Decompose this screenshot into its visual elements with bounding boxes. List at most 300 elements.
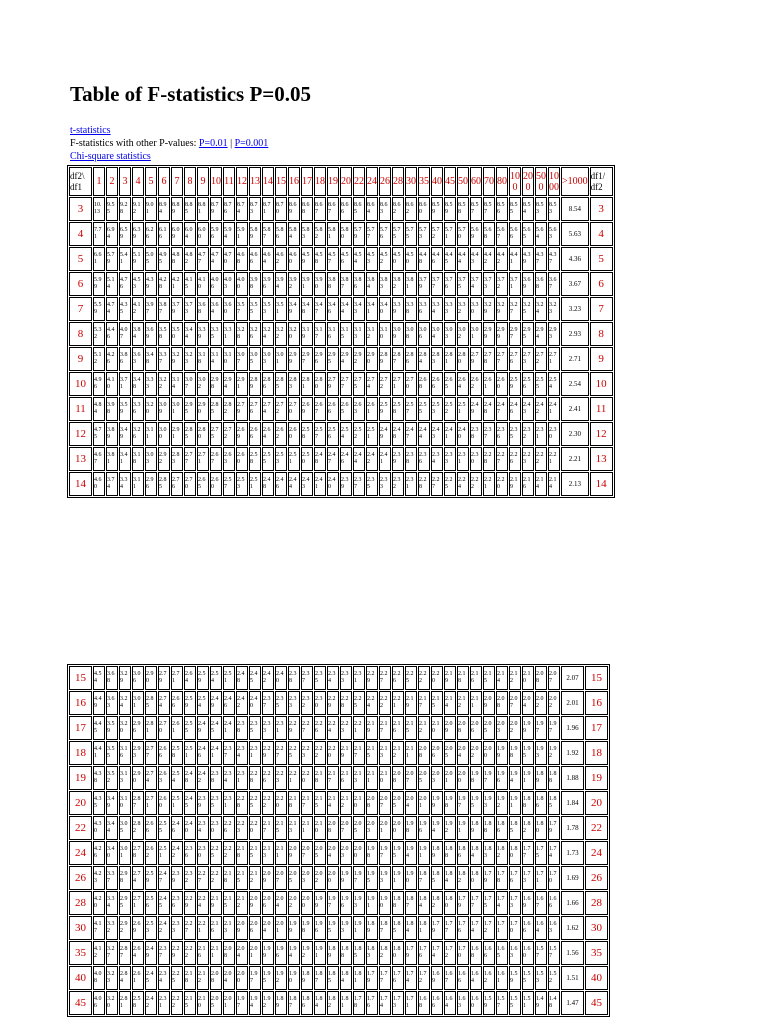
f-value-cell: 1.86 [496, 816, 508, 840]
header-df1-cell: 17 [301, 167, 313, 196]
f-value-cell: 1.79 [405, 941, 417, 965]
f-value-cell: 4.12 [93, 941, 105, 965]
f-value-cell: 1.99 [288, 916, 300, 940]
table-row [69, 272, 613, 296]
f-value-cell: 2.85 [158, 472, 170, 496]
f-value-cell: 2.36 [171, 891, 183, 915]
f-value-cell: 1.94 [249, 991, 261, 1015]
f-value-cell: 1.77 [522, 841, 534, 865]
f-value-cell: 2.66 [158, 741, 170, 765]
f-value-cell: 3.20 [106, 991, 118, 1015]
f-value-cell: 1.56 [561, 941, 584, 965]
f-value-cell: 5.89 [249, 222, 261, 246]
f-value-cell: 3.32 [106, 916, 118, 940]
f-value-cell: 3.33 [145, 372, 157, 396]
f-value-cell: 2.77 [184, 447, 196, 471]
f-value-cell: 2.99 [288, 347, 300, 371]
f-value-cell: 2.27 [496, 447, 508, 471]
f-value-cell: 2.66 [431, 372, 443, 396]
f-value-cell: 3.03 [444, 322, 456, 346]
f-value-cell: 2.00 [301, 891, 313, 915]
f-value-cell: 2.26 [392, 666, 404, 690]
f-value-cell: 2.31 [223, 791, 235, 815]
f-value-cell: 3.68 [106, 666, 118, 690]
table-row [69, 347, 613, 371]
f-value-cell: 1.63 [509, 941, 521, 965]
f-value-cell: 2.04 [522, 691, 534, 715]
f-value-cell: 2.46 [509, 397, 521, 421]
f-value-cell: 2.08 [418, 741, 430, 765]
f-value-cell: 4.74 [106, 297, 118, 321]
f-value-cell: 3.20 [145, 397, 157, 421]
f-value-cell: 2.25 [405, 666, 417, 690]
f-value-cell: 8.55 [509, 197, 521, 221]
f-value-cell: 2.06 [470, 716, 482, 740]
f-value-cell: 2.44 [353, 447, 365, 471]
f-value-cell: 5.99 [93, 272, 105, 296]
f-value-cell: 4.15 [184, 272, 196, 296]
f-value-cell: 2.34 [158, 966, 170, 990]
f-value-cell: 3.03 [262, 347, 274, 371]
f-value-cell: 2.40 [184, 816, 196, 840]
f-value-cell: 3.37 [106, 866, 118, 890]
f-value-cell: 1.83 [483, 841, 495, 865]
row-df2-label-right: 6 [590, 272, 613, 296]
table-row [69, 841, 608, 865]
f-value-cell: 1.97 [236, 991, 248, 1015]
nav-links [70, 124, 268, 163]
f-value-cell: 2.90 [145, 666, 157, 690]
f-value-cell: 3.34 [119, 472, 131, 496]
f-value-cell: 1.79 [483, 866, 495, 890]
f-value-cell: 2.29 [366, 666, 378, 690]
f-value-cell: 5.71 [444, 222, 456, 246]
f-value-cell: 3.89 [106, 422, 118, 446]
f-value-cell: 2.96 [314, 347, 326, 371]
f-value-cell: 2.12 [418, 716, 430, 740]
f-value-cell: 2.96 [145, 472, 157, 496]
f-value-cell: 2.15 [314, 791, 326, 815]
f-value-cell: 2.53 [236, 472, 248, 496]
f-value-cell: 1.97 [379, 841, 391, 865]
f-value-cell: 1.66 [483, 941, 495, 965]
f-value-cell: 2.55 [535, 372, 547, 396]
f-value-cell: 2.84 [418, 347, 430, 371]
f-value-cell: 4.41 [509, 247, 521, 271]
f-value-cell: 4.53 [132, 272, 144, 296]
f-value-cell: 1.89 [431, 841, 443, 865]
f-value-cell: 1.52 [548, 966, 560, 990]
f-value-cell: 1.89 [535, 766, 547, 790]
f-value-cell: 2.13 [262, 841, 274, 865]
f-value-cell: 3.63 [132, 347, 144, 371]
f-value-cell: 2.07 [301, 841, 313, 865]
f-value-cell: 2.64 [132, 941, 144, 965]
f-value-cell: 2.62 [470, 372, 482, 396]
f-value-cell: 3.26 [249, 322, 261, 346]
f-value-cell: 2.13 [223, 916, 235, 940]
f-value-cell: 5.70 [457, 222, 469, 246]
table-row [69, 422, 613, 446]
f-value-cell: 4.03 [223, 272, 235, 296]
f-value-cell: 2.11 [210, 941, 222, 965]
f-value-cell: 3.24 [119, 691, 131, 715]
f-value-cell: 8.63 [379, 197, 391, 221]
f-value-cell: 8.62 [405, 197, 417, 221]
row-df2-label-right: 26 [585, 866, 608, 890]
f-value-cell: 1.77 [444, 916, 456, 940]
f-value-cell: 1.92 [262, 991, 274, 1015]
f-value-cell: 4.23 [93, 866, 105, 890]
f-value-cell: 1.59 [483, 991, 495, 1015]
f-value-cell: 2.25 [249, 791, 261, 815]
f-value-cell: 2.01 [418, 791, 430, 815]
f-value-cell: 1.88 [392, 891, 404, 915]
f-value-cell: 3.27 [509, 297, 521, 321]
table-row [69, 322, 613, 346]
f-value-cell: 1.90 [379, 891, 391, 915]
f-value-cell: 1.91 [366, 891, 378, 915]
f-value-cell: 2.46 [223, 691, 235, 715]
f-value-cell: 1.98 [470, 766, 482, 790]
f-value-cell: 1.53 [535, 966, 547, 990]
f-value-cell: 1.94 [288, 941, 300, 965]
f-value-cell: 2.49 [145, 941, 157, 965]
f-value-cell: 3.07 [184, 372, 196, 396]
f-value-cell: 1.88 [444, 841, 456, 865]
f-value-cell: 2.60 [210, 472, 222, 496]
f-value-cell: 2.87 [119, 941, 131, 965]
header-df1-cell: 200 [522, 167, 534, 196]
f-value-cell: 2.02 [548, 691, 560, 715]
f-value-cell: 2.79 [470, 347, 482, 371]
f-value-cell: 2.81 [444, 347, 456, 371]
f-value-cell: 1.97 [327, 891, 339, 915]
f-value-cell: 1.91 [314, 941, 326, 965]
f-value-cell: 1.79 [366, 966, 378, 990]
f-value-cell: 2.55 [158, 816, 170, 840]
row-df2-label-right: 45 [585, 991, 608, 1015]
f-value-cell: 2.42 [535, 397, 547, 421]
f-value-cell: 2.00 [392, 816, 404, 840]
f-value-cell: 1.71 [496, 916, 508, 940]
f-value-cell: 2.71 [392, 372, 404, 396]
f-value-cell: 1.93 [340, 916, 352, 940]
f-value-cell: 2.41 [561, 397, 589, 421]
f-value-cell: 2.72 [535, 347, 547, 371]
f-value-cell: 2.47 [496, 397, 508, 421]
f-value-cell: 1.75 [535, 841, 547, 865]
f-value-cell: 3.10 [379, 322, 391, 346]
f-value-cell: 2.04 [327, 841, 339, 865]
f-value-cell: 2.85 [275, 372, 287, 396]
f-value-cell: 2.11 [470, 691, 482, 715]
f-value-cell: 1.95 [366, 866, 378, 890]
f-value-cell: 8.65 [353, 197, 365, 221]
f-value-cell: 4.08 [93, 966, 105, 990]
f-value-cell: 5.69 [470, 222, 482, 246]
f-value-cell: 2.39 [197, 791, 209, 815]
f-value-cell: 2.65 [444, 372, 456, 396]
f-value-cell: 2.72 [275, 397, 287, 421]
f-value-cell: 2.30 [548, 422, 560, 446]
f-value-cell: 1.91 [392, 866, 404, 890]
f-value-cell: 2.58 [392, 397, 404, 421]
f-value-cell: 1.55 [509, 991, 521, 1015]
header-df1-cell: 20 [340, 167, 352, 196]
f-value-cell: 1.95 [522, 741, 534, 765]
row-df2-label-right: 15 [585, 666, 608, 690]
f-value-cell: 2.31 [249, 741, 261, 765]
f-value-cell: 1.68 [418, 991, 430, 1015]
f-value-cell: 2.33 [262, 716, 274, 740]
p0001-link[interactable]: P=0.001 [234, 138, 269, 149]
f-value-cell: 2.19 [210, 891, 222, 915]
f-value-cell: 2.15 [184, 991, 196, 1015]
header-df1-cell: 45 [444, 167, 456, 196]
f-value-cell: 2.17 [418, 691, 430, 715]
p001-link[interactable]: P=0.01 [198, 138, 228, 149]
f-value-cell: 8.53 [535, 197, 547, 221]
f-value-cell: 4.50 [405, 247, 417, 271]
f-value-cell: 2.24 [327, 716, 339, 740]
f-value-cell: 2.35 [210, 791, 222, 815]
f-value-cell: 2.43 [522, 397, 534, 421]
f-value-cell: 6.26 [145, 222, 157, 246]
f-value-cell: 2.29 [171, 941, 183, 965]
f-value-cell: 2.45 [184, 791, 196, 815]
f-value-cell: 1.48 [548, 991, 560, 1015]
f-value-cell: 2.11 [301, 816, 313, 840]
row-df2-label-right: 17 [585, 716, 608, 740]
row-df2-label-right: 18 [585, 741, 608, 765]
f-value-cell: 3.48 [145, 347, 157, 371]
header-df1-cell: >1000 [561, 167, 589, 196]
f-value-cell: 2.10 [353, 791, 365, 815]
f-value-cell: 2.38 [236, 716, 248, 740]
f-value-cell: 2.63 [353, 397, 365, 421]
f-value-cell: 2.70 [184, 472, 196, 496]
table-row [69, 197, 613, 221]
f-value-cell: 2.22 [379, 691, 391, 715]
f-value-cell: 2.58 [132, 991, 144, 1015]
f-value-cell: 2.46 [197, 741, 209, 765]
f-value-cell: 3.09 [392, 322, 404, 346]
f-value-cell: 2.09 [236, 916, 248, 940]
f-value-cell: 4.39 [145, 272, 157, 296]
table-row [69, 372, 613, 396]
f-value-cell: 3.55 [249, 297, 261, 321]
f-value-cell: 3.29 [171, 347, 183, 371]
f-value-cell: 5.76 [379, 222, 391, 246]
f-value-cell: 3.29 [483, 297, 495, 321]
table-row [69, 891, 608, 915]
f-value-cell: 8.85 [184, 197, 196, 221]
f-value-cell: 2.04 [223, 966, 235, 990]
f-value-cell: 2.74 [262, 397, 274, 421]
f-value-cell: 8.74 [236, 197, 248, 221]
f-value-cell: 3.14 [171, 372, 183, 396]
f-value-cell: 6.94 [106, 222, 118, 246]
f-value-cell: 2.15 [366, 741, 378, 765]
header-df1-cell: 8 [184, 167, 196, 196]
f-value-cell: 4.37 [548, 247, 560, 271]
f-value-cell: 1.82 [496, 841, 508, 865]
f-value-cell: 3.18 [197, 347, 209, 371]
f-value-cell: 3.82 [392, 272, 404, 296]
f-value-cell: 2.26 [314, 716, 326, 740]
f-value-cell: 2.08 [223, 941, 235, 965]
f-value-cell: 2.17 [353, 741, 365, 765]
f-value-cell: 1.94 [431, 816, 443, 840]
f-value-cell: 4.76 [119, 272, 131, 296]
f-value-cell: 4.50 [392, 247, 404, 271]
f-value-cell: 3.98 [249, 272, 261, 296]
f-value-cell: 3.38 [405, 297, 417, 321]
f-value-cell: 2.75 [353, 372, 365, 396]
f-value-cell: 3.68 [197, 297, 209, 321]
f-value-cell: 3.68 [535, 272, 547, 296]
f-value-cell: 2.05 [483, 716, 495, 740]
f-value-cell: 5.81 [327, 222, 339, 246]
f-value-cell: 4.67 [93, 447, 105, 471]
f-value-cell: 4.17 [93, 916, 105, 940]
f-value-cell: 3.23 [561, 297, 589, 321]
f-value-cell: 3.29 [119, 666, 131, 690]
f-value-cell: 2.81 [145, 716, 157, 740]
f-value-cell: 3.39 [197, 322, 209, 346]
f-value-cell: 2.52 [444, 397, 456, 421]
f-value-cell: 4.44 [457, 247, 469, 271]
table-row [69, 916, 608, 940]
f-value-cell: 3.20 [288, 322, 300, 346]
f-value-cell: 5.41 [119, 247, 131, 271]
f-value-cell: 2.69 [236, 422, 248, 446]
f-value-cell: 2.47 [327, 447, 339, 471]
f-value-cell: 2.77 [496, 347, 508, 371]
f-value-cell: 2.03 [496, 716, 508, 740]
f-value-cell: 3.44 [340, 297, 352, 321]
f-value-cell: 2.91 [171, 422, 183, 446]
f-value-cell: 2.48 [262, 472, 274, 496]
f-value-cell: 2.55 [262, 447, 274, 471]
f-value-cell: 2.53 [145, 916, 157, 940]
f-value-cell: 1.64 [444, 991, 456, 1015]
f-value-cell: 3.49 [106, 791, 118, 815]
f-value-cell: 1.71 [535, 866, 547, 890]
f-value-cell: 8.73 [249, 197, 261, 221]
f-value-cell: 2.12 [509, 666, 521, 690]
f-value-cell: 2.20 [275, 791, 287, 815]
f-value-cell: 2.42 [145, 991, 157, 1015]
row-df2-label: 17 [69, 716, 92, 740]
f-value-cell: 2.57 [223, 472, 235, 496]
f-value-cell: 2.30 [197, 841, 209, 865]
f-value-cell: 2.08 [535, 666, 547, 690]
f-value-cell: 1.72 [418, 966, 430, 990]
f-value-cell: 2.22 [314, 741, 326, 765]
f-value-cell: 2.35 [366, 472, 378, 496]
f-value-cell: 3.01 [171, 397, 183, 421]
f-value-cell: 3.76 [444, 272, 456, 296]
f-value-cell: 4.26 [106, 347, 118, 371]
f-value-cell: 2.28 [483, 447, 495, 471]
f-value-cell: 1.74 [496, 891, 508, 915]
row-df2-label-right: 10 [590, 372, 613, 396]
f-value-cell: 1.76 [392, 966, 404, 990]
f-value-cell: 1.69 [561, 866, 584, 890]
f-value-cell: 2.17 [379, 716, 391, 740]
f-value-cell: 1.91 [522, 766, 534, 790]
f-value-cell: 2.37 [223, 741, 235, 765]
f-value-cell: 2.48 [236, 666, 248, 690]
f-value-cell: 1.96 [418, 816, 430, 840]
f-value-cell: 2.81 [301, 372, 313, 396]
f-value-cell: 2.58 [249, 447, 261, 471]
f-value-cell: 2.34 [327, 666, 339, 690]
f-value-cell: 1.98 [444, 791, 456, 815]
f-value-cell: 3.34 [106, 891, 118, 915]
f-value-cell: 3.29 [496, 297, 508, 321]
f-value-cell: 8.79 [210, 197, 222, 221]
chi-square-link[interactable]: Chi-square statistics [70, 151, 151, 162]
f-value-cell: 2.42 [236, 691, 248, 715]
f-value-cell: 2.70 [405, 372, 417, 396]
f-value-cell: 2.54 [548, 372, 560, 396]
table-row [69, 472, 613, 496]
f-value-cell: 2.21 [561, 447, 589, 471]
f-value-cell: 2.54 [171, 766, 183, 790]
f-value-cell: 2.05 [418, 766, 430, 790]
f-value-cell: 1.60 [522, 941, 534, 965]
f-value-cell: 1.75 [483, 891, 495, 915]
f-value-cell: 2.61 [366, 397, 378, 421]
header-df1-cell: 5 [145, 167, 157, 196]
f-value-cell: 1.88 [561, 766, 584, 790]
f-value-cell: 3.20 [119, 716, 131, 740]
f-value-cell: 2.14 [535, 472, 547, 496]
header-df1-cell: 60 [470, 167, 482, 196]
f-value-cell: 2.05 [444, 741, 456, 765]
f-value-cell: 4.88 [171, 247, 183, 271]
f-value-cell: 8.62 [392, 197, 404, 221]
f-value-cell: 4.60 [93, 472, 105, 496]
t-statistics-link[interactable]: t-statistics [70, 125, 111, 136]
f-value-cell: 3.13 [119, 766, 131, 790]
f-value-cell: 2.42 [366, 447, 378, 471]
f-value-cell: 2.85 [210, 397, 222, 421]
f-value-cell: 2.06 [249, 916, 261, 940]
table-row [69, 966, 608, 990]
f-value-cell: 4.45 [93, 716, 105, 740]
f-value-cell: 2.59 [509, 372, 521, 396]
f-value-cell: 2.04 [275, 891, 287, 915]
header-row [69, 167, 613, 196]
f-value-cell: 3.41 [119, 447, 131, 471]
f-value-cell: 2.72 [379, 372, 391, 396]
f-value-cell: 2.69 [301, 397, 313, 421]
f-value-cell: 2.23 [522, 447, 534, 471]
f-value-cell: 4.36 [561, 247, 589, 271]
f-value-cell: 1.63 [457, 991, 469, 1015]
f-value-cell: 2.05 [210, 991, 222, 1015]
f-value-cell: 2.01 [444, 766, 456, 790]
f-value-cell: 2.01 [561, 691, 584, 715]
f-value-cell: 3.48 [301, 297, 313, 321]
table-row [69, 397, 613, 421]
f-value-cell: 2.29 [288, 716, 300, 740]
f-value-cell: 2.93 [561, 322, 589, 346]
